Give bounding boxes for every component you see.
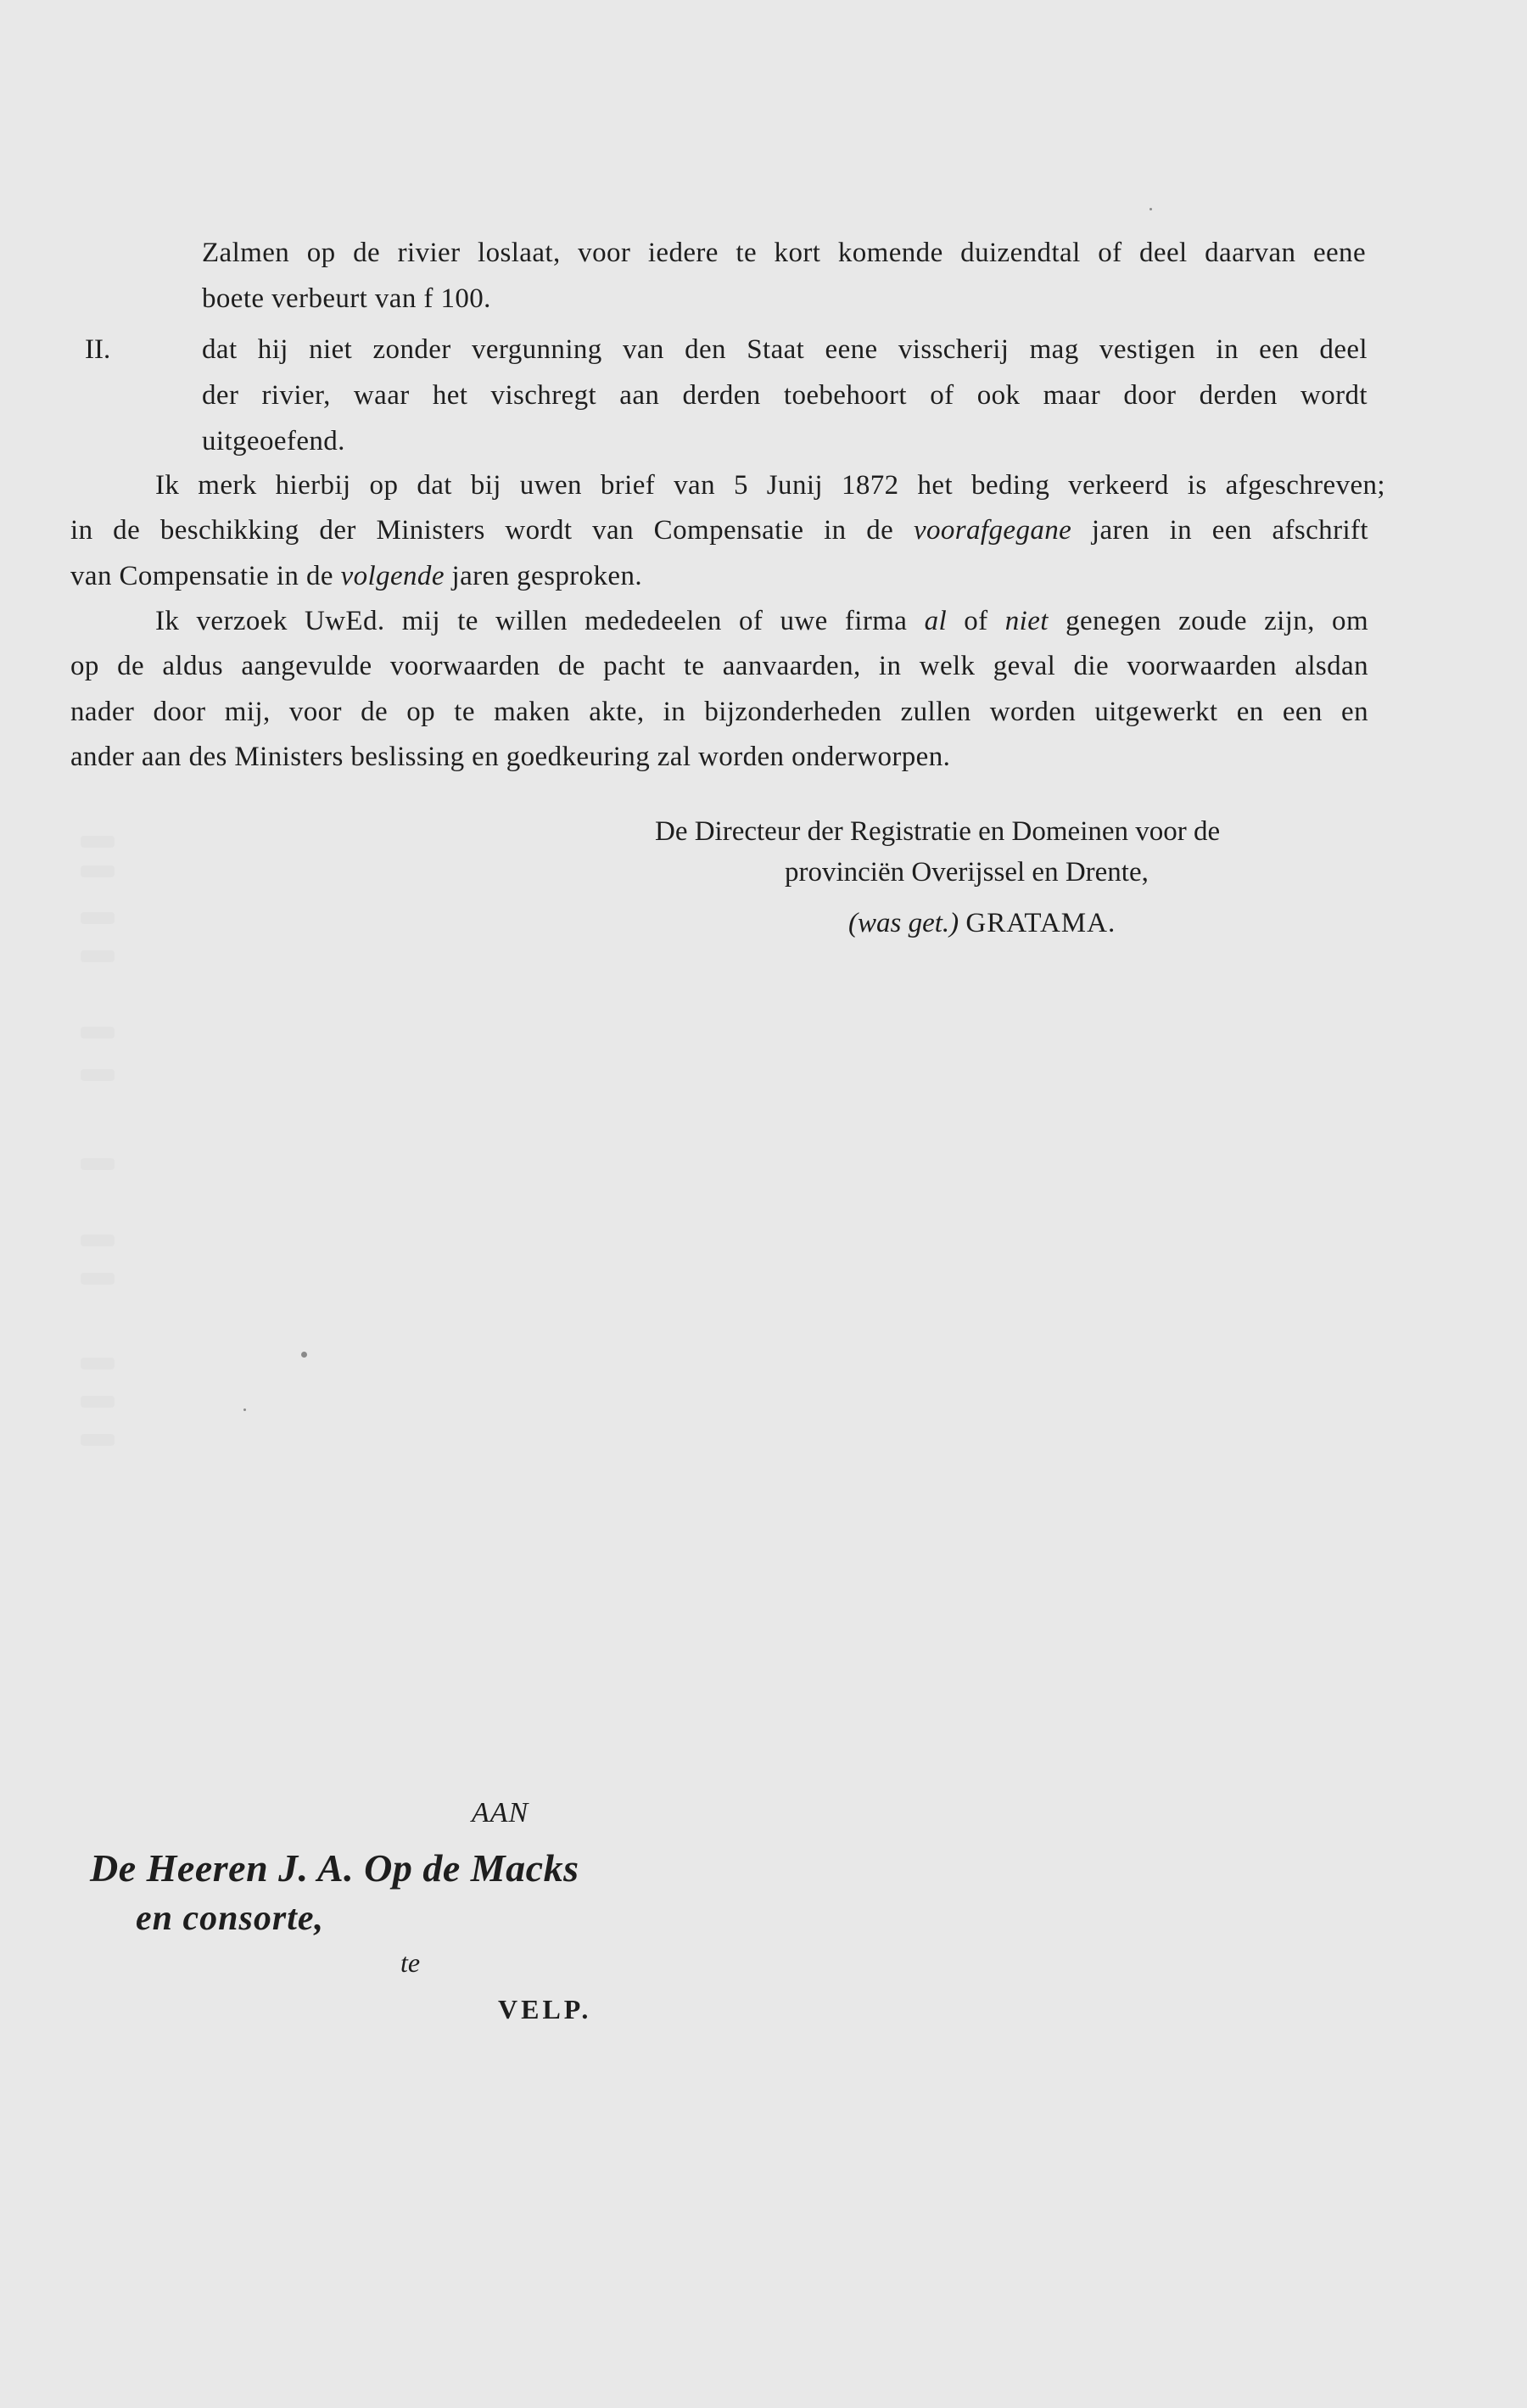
bleed-through-mark: [81, 1027, 115, 1039]
bleed-through-mark: [81, 950, 115, 962]
signature-line: [848, 906, 1116, 940]
bleed-through-mark: [81, 1235, 115, 1246]
text-line: Ik merk hierbij op dat bij uwen brief van 5 Junij 1872 het beding verkeerd is afgeschreven;: [155, 470, 1385, 501]
text-segment: Ik verzoek UwEd. mij te willen mededeelen of uwe firma: [155, 606, 925, 636]
address-aan: AAN: [472, 1797, 529, 1828]
emphasis-voorafgegane: voorafgegane: [913, 515, 1072, 546]
text-line: ander aan des Ministers beslissing en goedkeuring zal worden onderworpen.: [70, 742, 951, 772]
text-line: [70, 513, 1368, 547]
section-marker: II.: [85, 334, 111, 365]
address-consorten: en consorte,: [136, 1899, 324, 1938]
emphasis-niet: niet: [1004, 606, 1049, 636]
text-line: dat hij niet zonder vergunning van den Staat eene visscherij mag vestigen in een deel: [202, 334, 1368, 365]
bleed-through-mark: [81, 1358, 115, 1369]
text-line: uitgeoefend.: [202, 426, 345, 456]
signature-title-line: De Directeur der Registratie en Domeinen voor de: [655, 816, 1221, 847]
address-te: te: [400, 1947, 421, 1978]
bleed-through-mark: [81, 865, 115, 877]
text-line: [155, 604, 1368, 638]
text-segment: in de beschikking der Ministers wordt van Compensatie in de: [70, 515, 914, 546]
bleed-through-mark: [81, 836, 115, 848]
text-segment: jaren in een afschrift: [1071, 515, 1368, 546]
text-line: nader door mij, voor de op te maken akte, in bijzonderheden zullen worden uitgewerkt en een en: [70, 697, 1368, 727]
text-line: op de aldus aangevulde voorwaarden de pacht te aanvaarden, in welk geval die voorwaarden alsdan: [70, 651, 1368, 681]
emphasis-al: al: [924, 606, 948, 636]
bleed-through-mark: [81, 1273, 115, 1285]
was-get-label: (was get.): [848, 908, 959, 938]
text-line: Zalmen op de rivier loslaat, voor iedere te kort komende duizendtal of deel daarvan eene: [202, 238, 1366, 268]
bleed-through-mark: [81, 912, 115, 924]
signatory-name: GRATAMA.: [965, 908, 1116, 938]
text-line: der rivier, waar het vischregt aan derden toebehoort of ook maar door derden wordt: [202, 380, 1368, 411]
text-segment: van Compensatie in de: [70, 561, 341, 591]
text-segment: of: [947, 606, 1005, 636]
text-line: [70, 559, 642, 593]
paper-speck: [243, 1408, 246, 1411]
paper-speck: [1149, 208, 1152, 210]
bleed-through-mark: [81, 1434, 115, 1446]
text-segment: jaren gesproken.: [444, 561, 643, 591]
address-recipient: De Heeren J. A. Op de Macks: [90, 1846, 579, 1890]
bleed-through-mark: [81, 1158, 115, 1170]
address-place: VELP.: [498, 1994, 592, 2024]
bleed-through-mark: [81, 1069, 115, 1081]
text-line: boete verbeurt van f 100.: [202, 283, 491, 314]
text-segment: genegen zoude zijn, om: [1048, 606, 1369, 636]
paper-speck: [301, 1352, 307, 1358]
emphasis-volgende: volgende: [340, 561, 445, 591]
signature-title-line: provinciën Overijssel en Drente,: [785, 857, 1149, 888]
bleed-through-mark: [81, 1396, 115, 1408]
